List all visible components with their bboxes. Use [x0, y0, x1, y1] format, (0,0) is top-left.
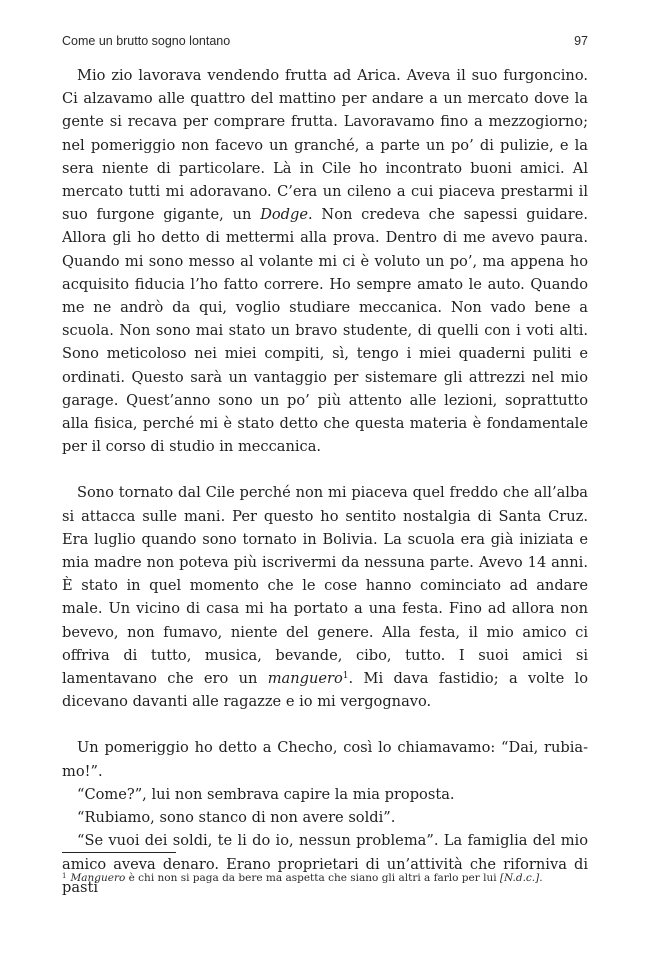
- paragraph-6: “Se vuoi dei soldi, te li do io, nessun problema”. La famiglia del mio amico aveva denaro. Erano proprietari di un’attività che riforniva di pasti: [62, 832, 588, 896]
- footnote-end: .: [539, 872, 543, 884]
- footnote: [62, 872, 588, 884]
- footnote-separator: [62, 852, 176, 853]
- running-head: [62, 34, 588, 50]
- footnote-text: è chi non si paga da bere ma aspetta che siano gli altri a farlo per lui: [125, 872, 500, 884]
- footnote-term: Manguero: [70, 872, 126, 884]
- body-text: [62, 64, 588, 899]
- running-title: Come un brutto sogno lontano: [62, 34, 231, 48]
- footnote-editor-note: [N.d.c.]: [499, 872, 540, 884]
- paragraph-2-rest: . Mi dava fastidio; a volte lo dicevano davanti alle ragazze e io mi vergognavo.: [62, 670, 589, 711]
- paragraph-4: “Come?”, lui non sembrava capire la mia proposta.: [77, 785, 455, 803]
- paragraph-2-text: Sono tornato dal Cile perché non mi piaceva quel freddo che all’alba si attacca sulle mani. Per questo ho sentito nostalgia di Santa Cruz. Era luglio quando sono tornato in Bolivia. La scuola era già iniziata e mia madre non poteva più iscrivermi da nessuna parte. Avevo 14 anni. È stato in quel momento che le cose hanno cominciato ad andare male. Un vicino di casa mi ha portato a una festa. Fino ad allora non bevevo, non fumavo, niente del genere. Alla festa, il mio amico ci offriva di tutto, musica, bevande, cibo, tutto. I suoi amici si lamentavano che ero un: [62, 484, 588, 688]
- italic-dodge: Dodge: [260, 206, 308, 224]
- italic-manguero: manguero: [267, 670, 343, 688]
- paragraph-1: [62, 64, 588, 458]
- paragraph-2: [62, 481, 588, 713]
- paragraph-5: “Rubiamo, sono stanco di non avere soldi”.: [77, 809, 396, 827]
- page-number: 97: [574, 34, 588, 48]
- paragraph-3: Un pomeriggio ho detto a Checho, così lo chiamavamo: “Dai, rubiamo!”.: [62, 739, 588, 780]
- paragraph-1-rest: . Non credeva che sapessi guidare. Allora gli ho detto di mettermi alla prova. Dentro di me avevo paura. Quando mi sono messo al volante mi ci è voluto un po’, ma appena ho acquisito fiducia l’ho fatto correre. Ho sempre amato le auto. Quando me ne andrò da qui, voglio studiare meccanica. Non vado bene a scuola. Non sono mai stato un bravo studente, di quelli con i voti alti. Sono meticoloso nei miei compiti, sì, tengo i miei quaderni puliti e ordinati. Questo sarà un vantaggio per sistemare gli attrezzi nel mio garage. Quest’anno sono un po’ più attento alle lezioni, soprattutto alla fisica, perché mi è stato detto che questa materia è fondamentale per il corso di studio in meccanica.: [62, 206, 588, 456]
- footnote-reference[interactable]: 1: [342, 671, 349, 682]
- paragraph-1-text: Mio zio lavorava vendendo frutta ad Arica. Aveva il suo furgoncino. Ci alzavamo alle quattro del mattino per andare a un mercato dove la gente si recava per comprare frutta. Lavoravamo fino a mezzogiorno; nel pomeriggio non facevo un granché, a parte un po’ di pulizie, e la sera niente di particolare. Là in Cile ho incontrato buoni amici. Al mercato tutti mi adoravano. C’era un cileno a cui piaceva prestarmi il suo furgone gigante, un: [62, 67, 588, 224]
- footnote-mark: 1: [62, 872, 67, 880]
